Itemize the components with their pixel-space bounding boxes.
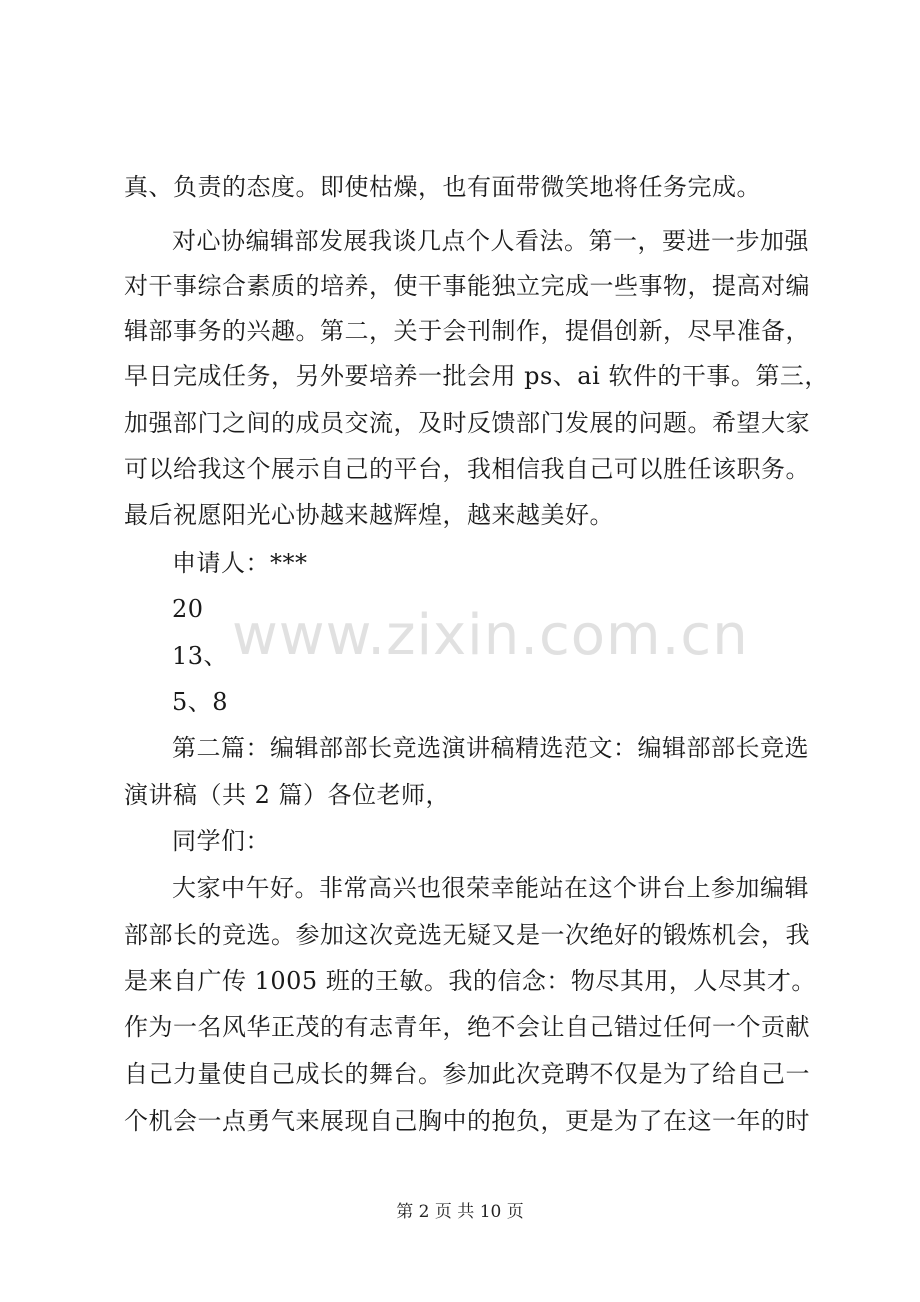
text-line: 加强部门之间的成员交流，及时反馈部门发展的问题。希望大家 [124,409,810,437]
text-line: 部部长的竞选。参加这次竞选无疑又是一次绝好的锻炼机会，我 [124,921,810,949]
text-line: 对心协编辑部发展我谈几点个人看法。第一，要进一步加强 [172,227,809,255]
applicant-line: 申请人：*** [172,549,308,577]
page-footer: 第 2 页 共 10 页 [396,1202,524,1222]
date-line: 5、8 [172,688,229,716]
date-line: 13、 [172,642,229,670]
text-line: 最后祝愿阳光心协越来越辉煌，越来越美好。 [124,501,614,529]
text-line: 对干事综合素质的培养，使干事能独立完成一些事物，提高对编 [124,272,810,300]
text-line: 作为一名风华正茂的有志青年，绝不会让自己错过任何一个贡献 [124,1013,810,1041]
salutation-line: 同学们： [172,827,270,855]
text-line: 真、负责的态度。即使枯燥，也有面带微笑地将任务完成。 [124,173,761,201]
text-line: 辑部事务的兴趣。第二，关于会刊制作，提倡创新，尽早准备， [124,317,810,345]
text-line: 演讲稿（共 2 篇）各位老师， [124,781,451,809]
section-heading: 第二篇：编辑部部长竞选演讲稿精选范文：编辑部部长竞选 [172,734,809,762]
text-line: 大家中午好。非常高兴也很荣幸能站在这个讲台上参加编辑 [172,874,809,902]
text-line: 是来自广传 1005 班的王敏。我的信念：物尽其用，人尽其才。 [124,967,816,995]
date-line: 20 [172,595,204,623]
text-line: 自己力量使自己成长的舞台。参加此次竞聘不仅是为了给自己一 [124,1060,810,1088]
watermark: www.zixin.com.cn [232,603,749,668]
text-line: 个机会一点勇气来展现自己胸中的抱负，更是为了在这一年的时 [124,1107,810,1135]
text-line: 可以给我这个展示自己的平台，我相信我自己可以胜任该职务。 [124,455,810,483]
text-line: 早日完成任务，另外要培养一批会用 ps、ai 软件的干事。第三， [124,362,829,390]
